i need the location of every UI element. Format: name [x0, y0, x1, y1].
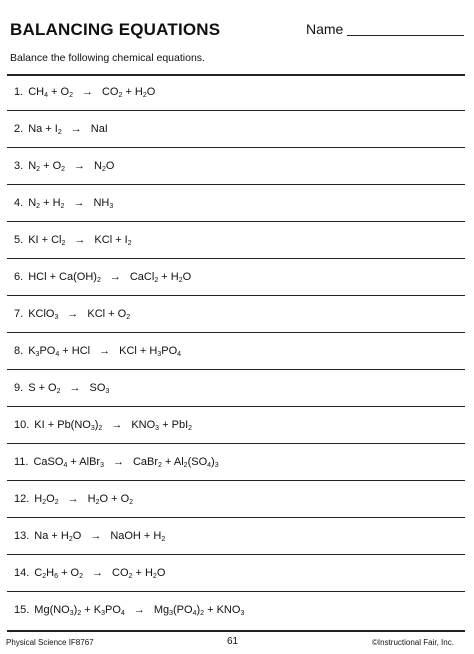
answer-line [7, 147, 465, 148]
reactants: $H_2O_2$ [34, 493, 59, 506]
answer-line [7, 517, 465, 518]
reactants: $N_2 + H_2$ [28, 197, 65, 210]
equation-number: 5. [14, 234, 24, 246]
reactants: KI + $Pb(NO_3)_2$ [34, 419, 103, 432]
products: $H_2O + O_2$ [87, 493, 134, 506]
equation-row [14, 160, 114, 172]
products: $NH_3$ [93, 197, 114, 210]
equation-row [14, 604, 244, 616]
equation-number: 1. [14, 86, 24, 98]
equation-number: 3. [14, 160, 24, 172]
reaction-arrow-icon: → [109, 271, 121, 283]
reactants: $S + O_2$ [28, 382, 61, 395]
answer-line [7, 591, 465, 592]
reactants: $K_3PO_4$ + HCl [28, 345, 91, 358]
reactants: $C_2H_6 + O_2$ [34, 567, 84, 580]
products: CaBr$_2$ + $Al_2(SO_4)_3$ [132, 456, 219, 469]
reactants: $Mg(NO_3)_2 + K_3PO_4$ [34, 604, 125, 617]
reactants: CaSO$_4$ + AlBr$_3$ [33, 456, 104, 469]
equation-number: 13. [14, 530, 30, 542]
answer-line [7, 443, 465, 444]
answer-line [7, 554, 465, 555]
products: $SO_3$ [89, 382, 110, 395]
equation-row [14, 567, 165, 579]
equation-row [14, 493, 133, 505]
answer-line [7, 480, 465, 481]
bottom-rule [7, 630, 465, 632]
equation-number: 11. [14, 456, 29, 468]
equation-number: 12. [14, 493, 30, 505]
footer-course: Physical Science IF8767 [6, 638, 94, 647]
reaction-arrow-icon: → [92, 567, 104, 579]
equation-number: 2. [14, 123, 24, 135]
reaction-arrow-icon: → [90, 530, 102, 542]
answer-line [7, 110, 465, 111]
equation-number: 4. [14, 197, 24, 209]
instructions: Balance the following chemical equations. [10, 52, 205, 64]
equation-row [14, 271, 191, 283]
page-number: 61 [227, 636, 239, 647]
equation-row [14, 86, 155, 98]
equation-row [14, 197, 113, 209]
reactants: KI + $Cl_2$ [28, 234, 66, 247]
products: $KNO_3 + PbI_2$ [131, 419, 193, 432]
equation-number: 8. [14, 345, 24, 357]
answer-line [7, 406, 465, 407]
answer-line [7, 258, 465, 259]
reaction-arrow-icon: → [74, 234, 86, 246]
products: CaCl$_2$ + $H_2O$ [129, 271, 192, 284]
reactants: $Na + H_2O$ [34, 530, 82, 543]
products: NaOH + $H_2$ [110, 530, 166, 543]
answer-line [7, 369, 465, 370]
equation-row [14, 234, 132, 246]
products: $CO_2 + H_2O$ [112, 567, 166, 580]
reaction-arrow-icon: → [74, 160, 86, 172]
equation-row [14, 419, 192, 431]
reaction-arrow-icon: → [111, 419, 123, 431]
answer-line [7, 332, 465, 333]
equation-number: 9. [14, 382, 24, 394]
products: $Mg_3(PO_4)_2 + KNO_3$ [153, 604, 245, 617]
products: NaI [90, 123, 108, 135]
equation-number: 15. [14, 604, 30, 616]
products: KCl + $O_2$ [87, 308, 131, 321]
reactants: $Na + I_2$ [28, 123, 62, 136]
products: KCl + $H_3PO_4$ [119, 345, 182, 358]
reaction-arrow-icon: → [73, 197, 85, 209]
reactants: $N_2 + O_2$ [28, 160, 66, 173]
name-label: Name [306, 21, 344, 37]
equation-row [14, 456, 219, 468]
answer-line [7, 295, 465, 296]
equation-number: 14. [14, 567, 30, 579]
reaction-arrow-icon: → [67, 493, 79, 505]
products: $N_2O$ [94, 160, 115, 173]
equation-row [14, 530, 165, 542]
reaction-arrow-icon: → [69, 382, 81, 394]
equation-row [14, 308, 130, 320]
page-title: BALANCING EQUATIONS [10, 20, 221, 39]
footer-copyright: ©Instructional Fair, Inc. [372, 638, 454, 647]
reaction-arrow-icon: → [133, 604, 145, 616]
reactants: KClO$_3$ [28, 308, 59, 321]
reaction-arrow-icon: → [67, 308, 79, 320]
equation-row [14, 382, 109, 394]
answer-line [7, 221, 465, 222]
equation-row [14, 123, 108, 135]
equation-number: 7. [14, 308, 24, 320]
equation-number: 10. [14, 419, 30, 431]
products: $CO_2 + H_2O$ [101, 86, 156, 99]
top-rule [7, 74, 465, 76]
name-blank-line [347, 35, 464, 36]
reactants: $CH_4 + O_2$ [28, 86, 73, 99]
reaction-arrow-icon: → [112, 456, 124, 468]
products: KCl + $I_2$ [94, 234, 132, 247]
reaction-arrow-icon: → [70, 123, 82, 135]
reactants: HCl + $Ca(OH)_2$ [28, 271, 101, 284]
equation-row [14, 345, 181, 357]
answer-line [7, 184, 465, 185]
equation-number: 6. [14, 271, 24, 283]
reaction-arrow-icon: → [81, 86, 93, 98]
reaction-arrow-icon: → [99, 345, 111, 357]
